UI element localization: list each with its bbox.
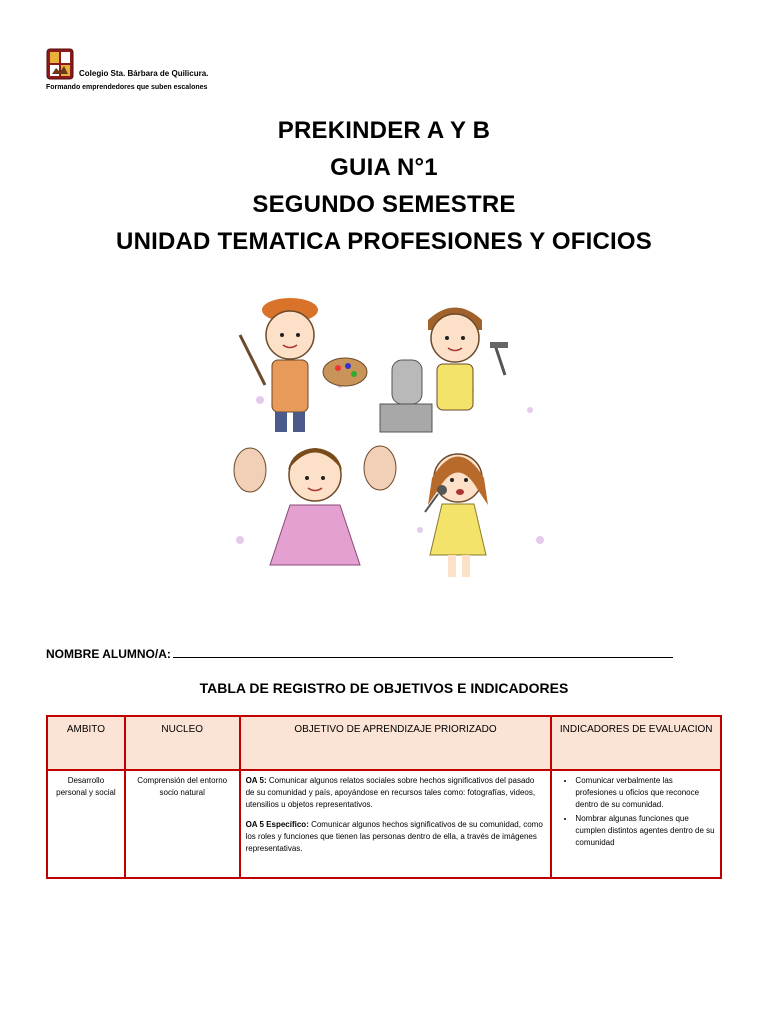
indicators-list xyxy=(557,775,715,849)
cell-ambito: Desarrollo personal y social xyxy=(47,770,125,878)
school-motto: Formando emprendedores que suben escalones xyxy=(46,84,208,91)
painter-child-icon xyxy=(240,298,367,432)
indicator-item: • Nombrar algunas funciones que cumplen distintos agentes dentro de su comunidad xyxy=(575,813,715,849)
oa5-block xyxy=(246,775,546,811)
header-indicadores: INDICADORES DE EVALUACION xyxy=(551,716,721,770)
title-grade: PREKINDER A Y B xyxy=(277,117,491,144)
school-logo-icon xyxy=(46,48,74,80)
title-unit: UNIDAD TEMATICA PROFESIONES Y OFICIOS xyxy=(116,228,652,255)
student-name-label: NOMBRE ALUMNO/A: xyxy=(46,647,171,661)
oa5-specific-text: Comunicar algunos hechos significativos de su comunidad, como los roles y funciones que tienen las personas dentro de ella, a través de imágenes representativas. xyxy=(245,820,543,853)
header-nucleo: NUCLEO xyxy=(125,716,240,770)
table-header-row xyxy=(47,716,721,770)
student-name-field[interactable] xyxy=(46,646,673,661)
oa5-label: OA 5: xyxy=(245,776,267,785)
oa5-specific-block xyxy=(246,819,546,855)
cell-objetivo xyxy=(240,770,552,878)
cell-indicadores xyxy=(551,770,721,878)
title-semester: SEGUNDO SEMESTRE xyxy=(252,191,516,218)
indicator-item: • Comunicar verbalmente las profesiones u oficios que reconoce dentro de su comunidad. xyxy=(575,775,715,811)
sculptor-child-icon xyxy=(380,308,508,433)
table-row xyxy=(47,770,721,878)
header-objetivo: OBJETIVO DE APRENDIZAJE PRIORIZADO xyxy=(240,716,552,770)
student-name-blank[interactable] xyxy=(173,646,673,658)
document-titles xyxy=(0,112,768,260)
actress-child-icon xyxy=(234,446,396,565)
cell-nucleo: Comprensión del entorno socio natural xyxy=(125,770,240,878)
oa5-text: Comunicar algunos relatos sociales sobre hechos significativos del pasado de su comunidad y país, apoyándose en recursos tales como: fotografías, videos, utensilios u objetos representativos. xyxy=(245,776,536,809)
header-ambito: AMBITO xyxy=(47,716,125,770)
table-title: TABLA DE REGISTRO DE OBJETIVOS E INDICADORES xyxy=(199,680,569,696)
school-name: Colegio Sta. Bárbara de Quilicura. xyxy=(79,69,209,78)
professions-illustration xyxy=(220,290,555,590)
objectives-table xyxy=(46,715,722,879)
oa5-specific-label: OA 5 Específico: xyxy=(245,820,309,829)
singer-child-icon xyxy=(425,454,488,577)
title-guide: GUIA N°1 xyxy=(330,154,438,181)
